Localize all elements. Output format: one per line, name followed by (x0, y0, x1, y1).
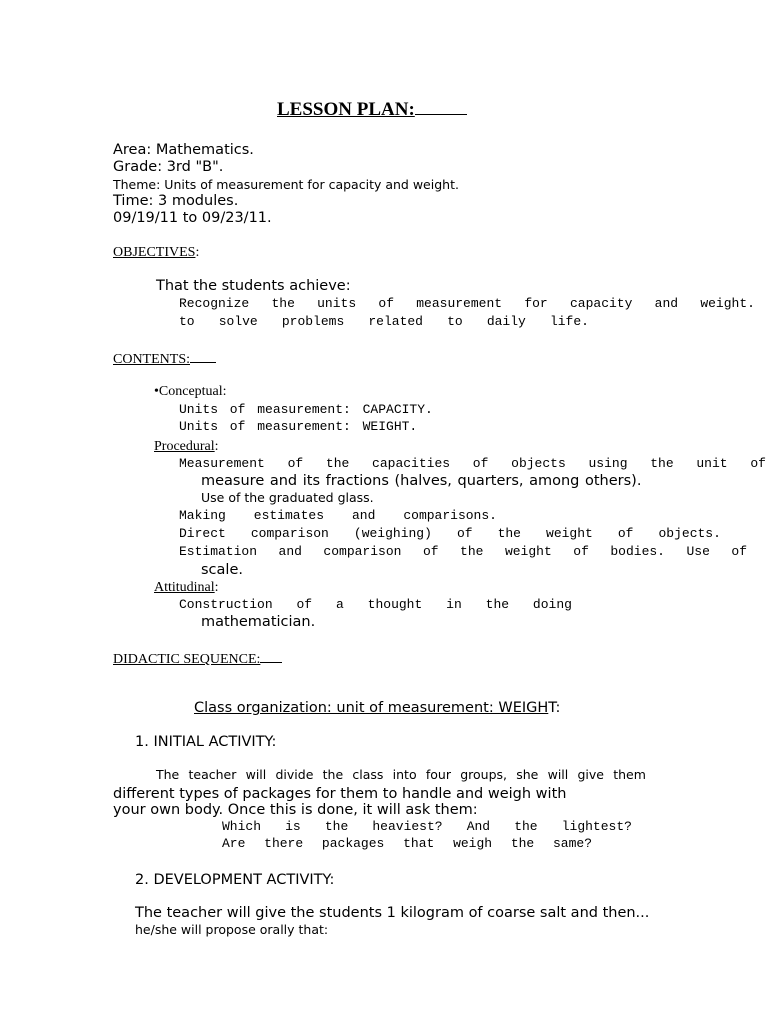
class-organization-text: Class organization: unit of measurement: WEIGH (194, 700, 549, 716)
development-activity-line: The teacher will give the students 1 kilogram of coarse salt and then... (135, 905, 650, 921)
class-organization-tail: T: (548, 700, 561, 716)
procedural-item: Direct comparison (weighing) of the weight of objects. (179, 526, 721, 541)
attitudinal-label-text: Attitudinal (154, 580, 215, 595)
page-title (277, 96, 467, 121)
attitudinal-item-cont: mathematician. (201, 614, 316, 630)
theme-line: Theme: Units of measurement for capacity and weight. (113, 177, 459, 192)
procedural-label-text: Procedural (154, 439, 215, 454)
objective-item: Recognize the units of measurement for capacity and weight. (179, 296, 755, 311)
class-organization (194, 700, 560, 716)
procedural-item-cont: measure and its fractions (halves, quarters, among others). (201, 473, 642, 489)
conceptual-label: •Conceptual: (154, 384, 227, 399)
page-title-blank (415, 96, 467, 115)
objectives-heading-colon: : (195, 245, 200, 260)
conceptual-item: Units of measurement: WEIGHT. (179, 419, 418, 434)
initial-activity-paragraph: The teacher will divide the class into four groups, she will give them (156, 767, 646, 782)
dates-line: 09/19/11 to 09/23/11. (113, 210, 272, 226)
attitudinal-label (154, 580, 219, 596)
objectives-intro: That the students achieve: (156, 278, 351, 294)
initial-activity-paragraph: different types of packages for them to handle and weigh with (113, 786, 567, 802)
procedural-label (154, 439, 219, 455)
didactic-heading-text: DIDACTIC SEQUENCE: (113, 652, 261, 667)
objectives-heading (113, 245, 199, 261)
area-line: Area: Mathematics. (113, 142, 254, 158)
initial-activity-title: 1. INITIAL ACTIVITY: (135, 734, 277, 750)
time-line: Time: 3 modules. (113, 193, 239, 209)
didactic-heading (113, 649, 282, 668)
initial-activity-paragraph: your own body. Once this is done, it will ask them: (113, 802, 478, 818)
objectives-heading-text: OBJECTIVES (113, 245, 196, 260)
contents-heading (113, 349, 216, 368)
page-title-text: LESSON PLAN: (277, 99, 415, 120)
development-activity-line: he/she will propose orally that: (135, 922, 329, 937)
procedural-item: Measurement of the capacities of objects using the unit of (179, 456, 766, 471)
initial-activity-question: Which is the heaviest? And the lightest? (222, 819, 632, 834)
contents-heading-blank (190, 349, 216, 363)
procedural-item: Estimation and comparison of the weight of bodies. Use of (179, 544, 747, 559)
procedural-item-cont: Use of the graduated glass. (201, 490, 374, 505)
conceptual-item: Units of measurement: CAPACITY. (179, 402, 433, 417)
didactic-heading-blank (260, 649, 282, 663)
attitudinal-item: Construction of a thought in the doing (179, 597, 572, 612)
procedural-item-cont: scale. (201, 562, 243, 578)
attitudinal-label-colon: : (214, 580, 219, 595)
objective-item: to solve problems related to daily life. (179, 314, 589, 329)
development-activity-title: 2. DEVELOPMENT ACTIVITY: (135, 872, 335, 888)
initial-activity-question: Are there packages that weigh the same? (222, 836, 592, 851)
procedural-label-colon: : (214, 439, 219, 454)
procedural-item: Making estimates and comparisons. (179, 508, 497, 523)
grade-line: Grade: 3rd "B". (113, 159, 224, 175)
contents-heading-text: CONTENTS: (113, 352, 190, 367)
